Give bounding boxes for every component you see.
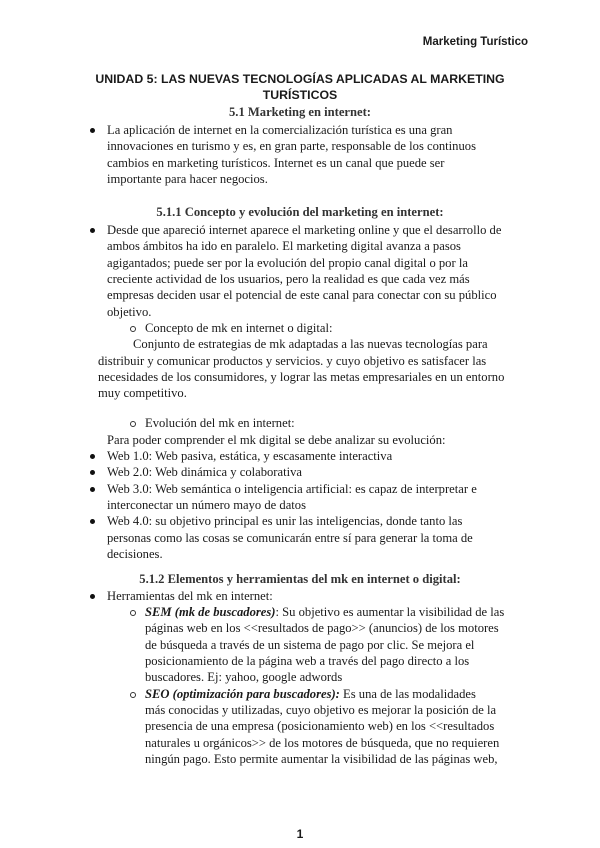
text-line: Web 1.0: Web pasiva, estática, y escasamente interactiva — [107, 449, 393, 463]
text-line: naturales u orgánicos>> de los motores de búsqueda, que no requieren — [145, 736, 500, 750]
text-line: distribuir y comunicar productos y servicios. y cuyo objetivo es satisfacer las — [98, 354, 487, 368]
sem-term: SEM (mk de buscadores) — [145, 605, 276, 619]
text-line: decisiones. — [107, 547, 163, 561]
text-line: Conjunto de estrategias de mk adaptadas a las nuevas tecnologías para — [133, 337, 488, 351]
text-line: posicionamiento de la página web a través del pago directo a los — [145, 654, 470, 668]
seo-text: Es una de las modalidades — [339, 687, 476, 701]
bullet-icon — [90, 594, 95, 599]
text-line: objetivo. — [107, 305, 152, 319]
sub-bullet-icon — [130, 610, 136, 616]
text-line: cambios en marketing turísticos. Internet es un canal que puede ser — [107, 156, 445, 170]
text-line: Herramientas del mk en internet: — [107, 589, 273, 603]
text-line: Web 3.0: Web semántica o inteligencia artificial: es capaz de interpretar e — [107, 482, 477, 496]
unit-title-line-2: TURÍSTICOS — [262, 88, 338, 102]
text-line: Concepto de mk en internet o digital: — [145, 321, 333, 335]
running-header: Marketing Turístico — [422, 36, 528, 48]
text-line: agigantados; puede ser por la evolución del propio canal digital o por la — [107, 256, 468, 270]
bullet-icon — [90, 487, 95, 492]
text-line: muy competitivo. — [98, 386, 187, 400]
text-line: buscadores. Ej: yahoo, google adwords — [145, 670, 343, 684]
text-line: Desde que apareció internet aparece el marketing online y que el desarrollo de — [107, 223, 502, 237]
text-line: Para poder comprender el mk digital se debe analizar su evolución: — [107, 433, 446, 447]
text-line: importante para hacer negocios. — [107, 172, 268, 186]
text-line: Evolución del mk en internet: — [145, 416, 295, 430]
bullet-icon — [90, 519, 95, 524]
text-line: páginas web en los <<resultados de pago>> (anuncios) de los motores — [145, 621, 499, 635]
bullet-icon — [90, 228, 95, 233]
sem-text: : Su objetivo es aumentar la visibilidad de las — [275, 605, 505, 619]
text-line: personas como las cosas se comunicarán entre sí para generar la toma de — [107, 531, 473, 545]
bullet-icon — [90, 454, 95, 459]
text-line: empresas deciden usar el potencial de este canal para conectar con su público — [107, 288, 497, 302]
text-line: Web 2.0: Web dinámica y colaborativa — [107, 465, 302, 479]
text-line: Web 4.0: su objetivo principal es unir las inteligencias, donde tanto las — [107, 514, 463, 528]
sub-bullet-icon — [130, 421, 136, 427]
text-line: de búsqueda a través de un sistema de pago por clic. Se mejora el — [145, 638, 475, 652]
page-number: 1 — [296, 827, 304, 841]
text-line — [145, 687, 476, 702]
bullet-icon — [90, 128, 95, 133]
text-line: La aplicación de internet en la comercialización turística es una gran — [107, 123, 453, 137]
text-line: ambos ámbitos ha ido en paralelo. El marketing digital avanza a pasos — [107, 239, 461, 253]
text-line: interconectar un número mayo de datos — [107, 498, 306, 512]
text-line: más conocidas y utilizadas, cuyo objetivo es mejorar la posición de la — [145, 703, 497, 717]
text-line: ningún pago. Esto permite aumentar la visibilidad de las páginas web, — [145, 752, 498, 766]
section-heading-5-1-2: 5.1.2 Elementos y herramientas del mk en internet o digital: — [139, 572, 461, 586]
seo-term: SEO (optimización para buscadores): — [145, 687, 340, 701]
text-line — [145, 605, 504, 620]
unit-title-line-1: UNIDAD 5: LAS NUEVAS TECNOLOGÍAS APLICADAS AL MARKETING — [95, 72, 505, 86]
section-heading-5-1-1: 5.1.1 Concepto y evolución del marketing en internet: — [156, 205, 444, 219]
bullet-icon — [90, 470, 95, 475]
section-heading-5-1: 5.1 Marketing en internet: — [229, 105, 371, 119]
text-line: presencia de una empresa (posicionamiento web) en los <<resultados — [145, 719, 495, 733]
text-line: innovaciones en turismo y es, en gran parte, responsable de los continuos — [107, 139, 476, 153]
sub-bullet-icon — [130, 326, 136, 332]
text-line: necesidades de los consumidores, y lograr las metas empresariales en un entorno — [98, 370, 505, 384]
text-line: creciente actividad de los usuarios, pero la realidad es que cada vez más — [107, 272, 470, 286]
sub-bullet-icon — [130, 692, 136, 698]
